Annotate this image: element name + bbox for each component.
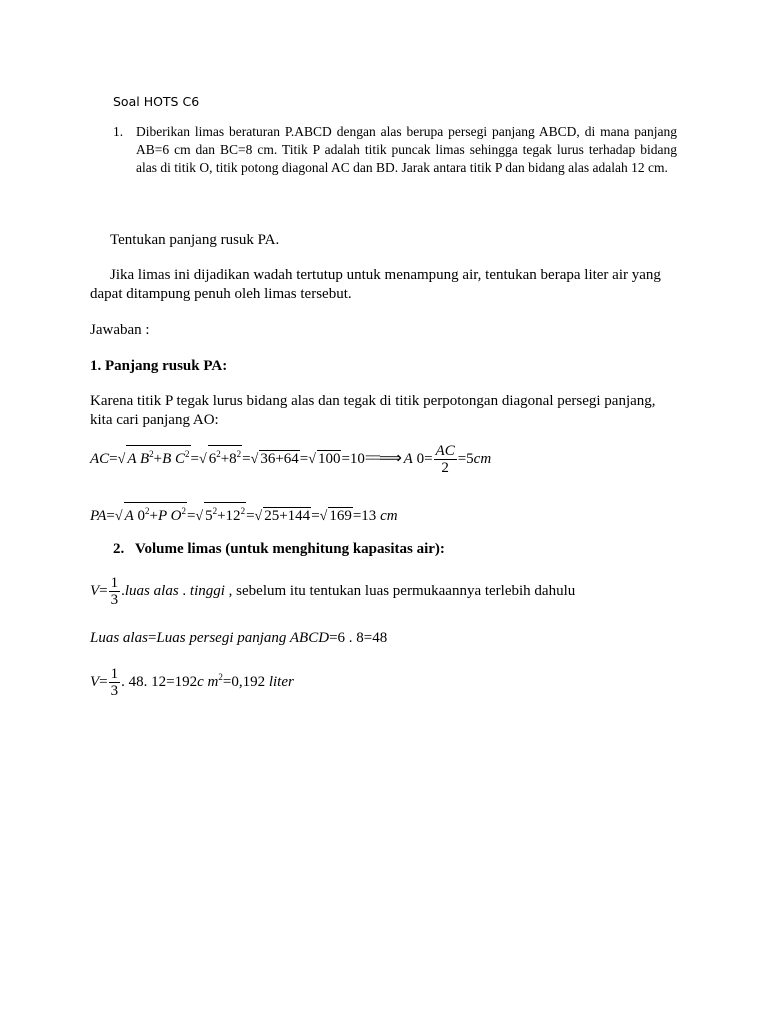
section-1-heading: 1. Panjang rusuk PA: xyxy=(90,358,228,374)
section-1-explanation: Karena titik P tegak lurus bidang alas dan tegak di titik perpotongan diagonal persegi panjang, kita cari panjang AO: xyxy=(90,393,656,428)
task-1: Tentukan panjang rusuk PA. xyxy=(110,232,280,248)
section-2-number: 2. xyxy=(113,541,125,557)
answer-label: Jawaban : xyxy=(90,322,150,338)
equation-volume-formula: V= $\frac{1}{3}$ .luas alas . tinggi , sebelum itu tentukan luas permukaannya terlebih dahulu xyxy=(90,575,576,608)
equation-ac: AC=√ A $B^2+B$ $C^2=√$ $6^2+8^2=√$ 36+64=√ 100=10==⟹ A 0= $\frac{AC}{2}$ =5cm xyxy=(90,443,492,476)
equation-volume-result: V= $\frac{1}{3}$ . 48. 12=192c $m^2=0,192$ liter xyxy=(90,666,294,699)
question-text: Diberikan limas beraturan P.ABCD dengan alas berupa persegi panjang ABCD, di mana panjang AB=6 cm dan BC=8 cm. Titik P adalah titik puncak limas sehingga tegak lurus terhadap bidang alas di titik O, titik potong diagonal AC dan BD. Jarak antara titik P dan bidang alas adalah 12 cm. xyxy=(136,124,677,175)
question-number: 1. xyxy=(113,124,124,139)
equation-pa: PA=√ A $0^2+P$ $O^2=√$ $5^2+12^2=√$ 25+144=√ 169=13 cm xyxy=(90,502,398,527)
document-title: Soal HOTS C6 xyxy=(113,94,200,109)
task-2: Jika limas ini dijadikan wadah tertutup untuk menampung air, tentukan berapa liter air yang dapat ditampung penuh oleh limas tersebut. xyxy=(90,267,661,302)
equation-base-area: Luas alas=Luas persegi panjang ABCD=6 . 8=48 xyxy=(90,630,388,646)
volume-note: , sebelum itu tentukan luas permukaannya terlebih dahulu xyxy=(228,582,576,599)
section-2-title: Volume limas (untuk menghitung kapasitas air): xyxy=(135,541,445,557)
section-2-heading xyxy=(113,540,445,559)
